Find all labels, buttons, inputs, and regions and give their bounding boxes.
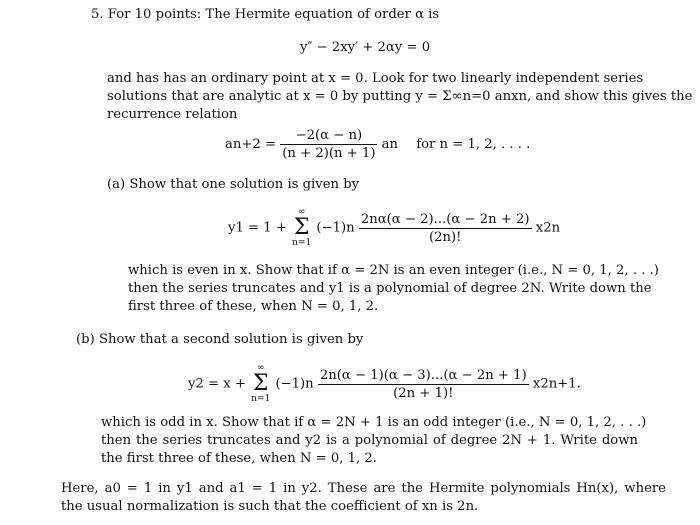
problem-header [91, 6, 439, 24]
part-a-numerator: 2nα(α − 2)...(α − 2n + 2) [360, 211, 530, 227]
part-a-denominator: (2n)! [428, 229, 462, 245]
part-a-prompt [107, 176, 359, 194]
part-b-numerator: 2n(α − 1)(α − 3)...(α − 2n + 1) [319, 367, 527, 383]
part-b-fraction [318, 368, 529, 401]
part-b-sum [251, 364, 270, 404]
part-a-sum [292, 208, 311, 248]
sigma-symbol: Σ [252, 371, 269, 396]
part-b-lhs: y2 = x + [188, 376, 246, 392]
intro-line-2: solutions that are analytic at x = 0 by putting y = Σ∞n=0 anxn, and show this gives the [107, 89, 693, 104]
part-a-sum-lower: n=1 [292, 238, 312, 248]
sigma-symbol: Σ [293, 215, 310, 240]
part-a-text-3: first three of these, when N = 0, 1, 2. [128, 299, 379, 314]
footer-line-1: Here, a0 = 1 in y1 and a1 = 1 in y2. These are the Hermite polynomials Hn(x), where [61, 481, 666, 496]
part-b-text-3: the first three of these, when N = 0, 1, 2. [101, 451, 377, 466]
part-b-prompt [76, 331, 363, 349]
recurrence-factor: an [381, 137, 399, 152]
recurrence-condition: for n = 1, 2, . . . . [416, 137, 531, 152]
part-b-text-1: which is odd in x. Show that if α = 2N + 1 is an odd integer (i.e., N = 0, 1, 2, . . .) [101, 415, 647, 430]
part-a-power: x2n [535, 220, 561, 236]
part-a-prompt-text: Show that one solution is given by [129, 177, 360, 192]
part-a-lhs: y1 = 1 + [228, 220, 287, 236]
recurrence-fraction [280, 128, 377, 161]
intro-line-3: recurrence relation [107, 107, 238, 122]
part-b-label: (b) [76, 332, 95, 347]
part-b-text-2: then the series truncates and y2 is a polynomial of degree 2N + 1. Write down [101, 433, 638, 448]
recurrence-denominator: (n + 2)(n + 1) [282, 146, 376, 161]
intro-line-1: and has has an ordinary point at x = 0. Look for two linearly independent series [107, 71, 644, 86]
part-a-sum-upper: ∞ [297, 207, 306, 217]
recurrence-numerator: −2(α − n) [280, 128, 377, 145]
part-a-sign: (−1)n [316, 220, 355, 236]
problem-number: 5. [91, 7, 104, 22]
part-b-prompt-text: Show that a second solution is given by [98, 332, 364, 347]
recurrence-relation [225, 128, 530, 161]
part-b-formula [188, 364, 581, 404]
part-a-label: (a) [107, 177, 126, 192]
hermite-equation: y″ − 2xy′ + 2αy = 0 [300, 40, 431, 55]
part-a-text-1: which is even in x. Show that if α = 2N is an even integer (i.e., N = 0, 1, 2, . . .) [128, 263, 659, 278]
part-b-sum-lower: n=1 [251, 394, 271, 404]
part-a-fraction [359, 212, 532, 245]
part-b-power: x2n+1. [532, 376, 581, 392]
part-b-sign: (−1)n [275, 376, 314, 392]
part-a-text-2: then the series truncates and y1 is a polynomial of degree 2N. Write down the [128, 281, 652, 296]
part-a-formula [228, 208, 560, 248]
problem-header-text: For 10 points: The Hermite equation of order α is [107, 7, 440, 22]
part-b-denominator: (2n + 1)! [393, 385, 454, 401]
recurrence-lhs: an+2 = [225, 137, 277, 152]
part-b-sum-upper: ∞ [256, 363, 265, 373]
footer-line-2: the usual normalization is such that the coefficient of xn is 2n. [61, 499, 479, 514]
